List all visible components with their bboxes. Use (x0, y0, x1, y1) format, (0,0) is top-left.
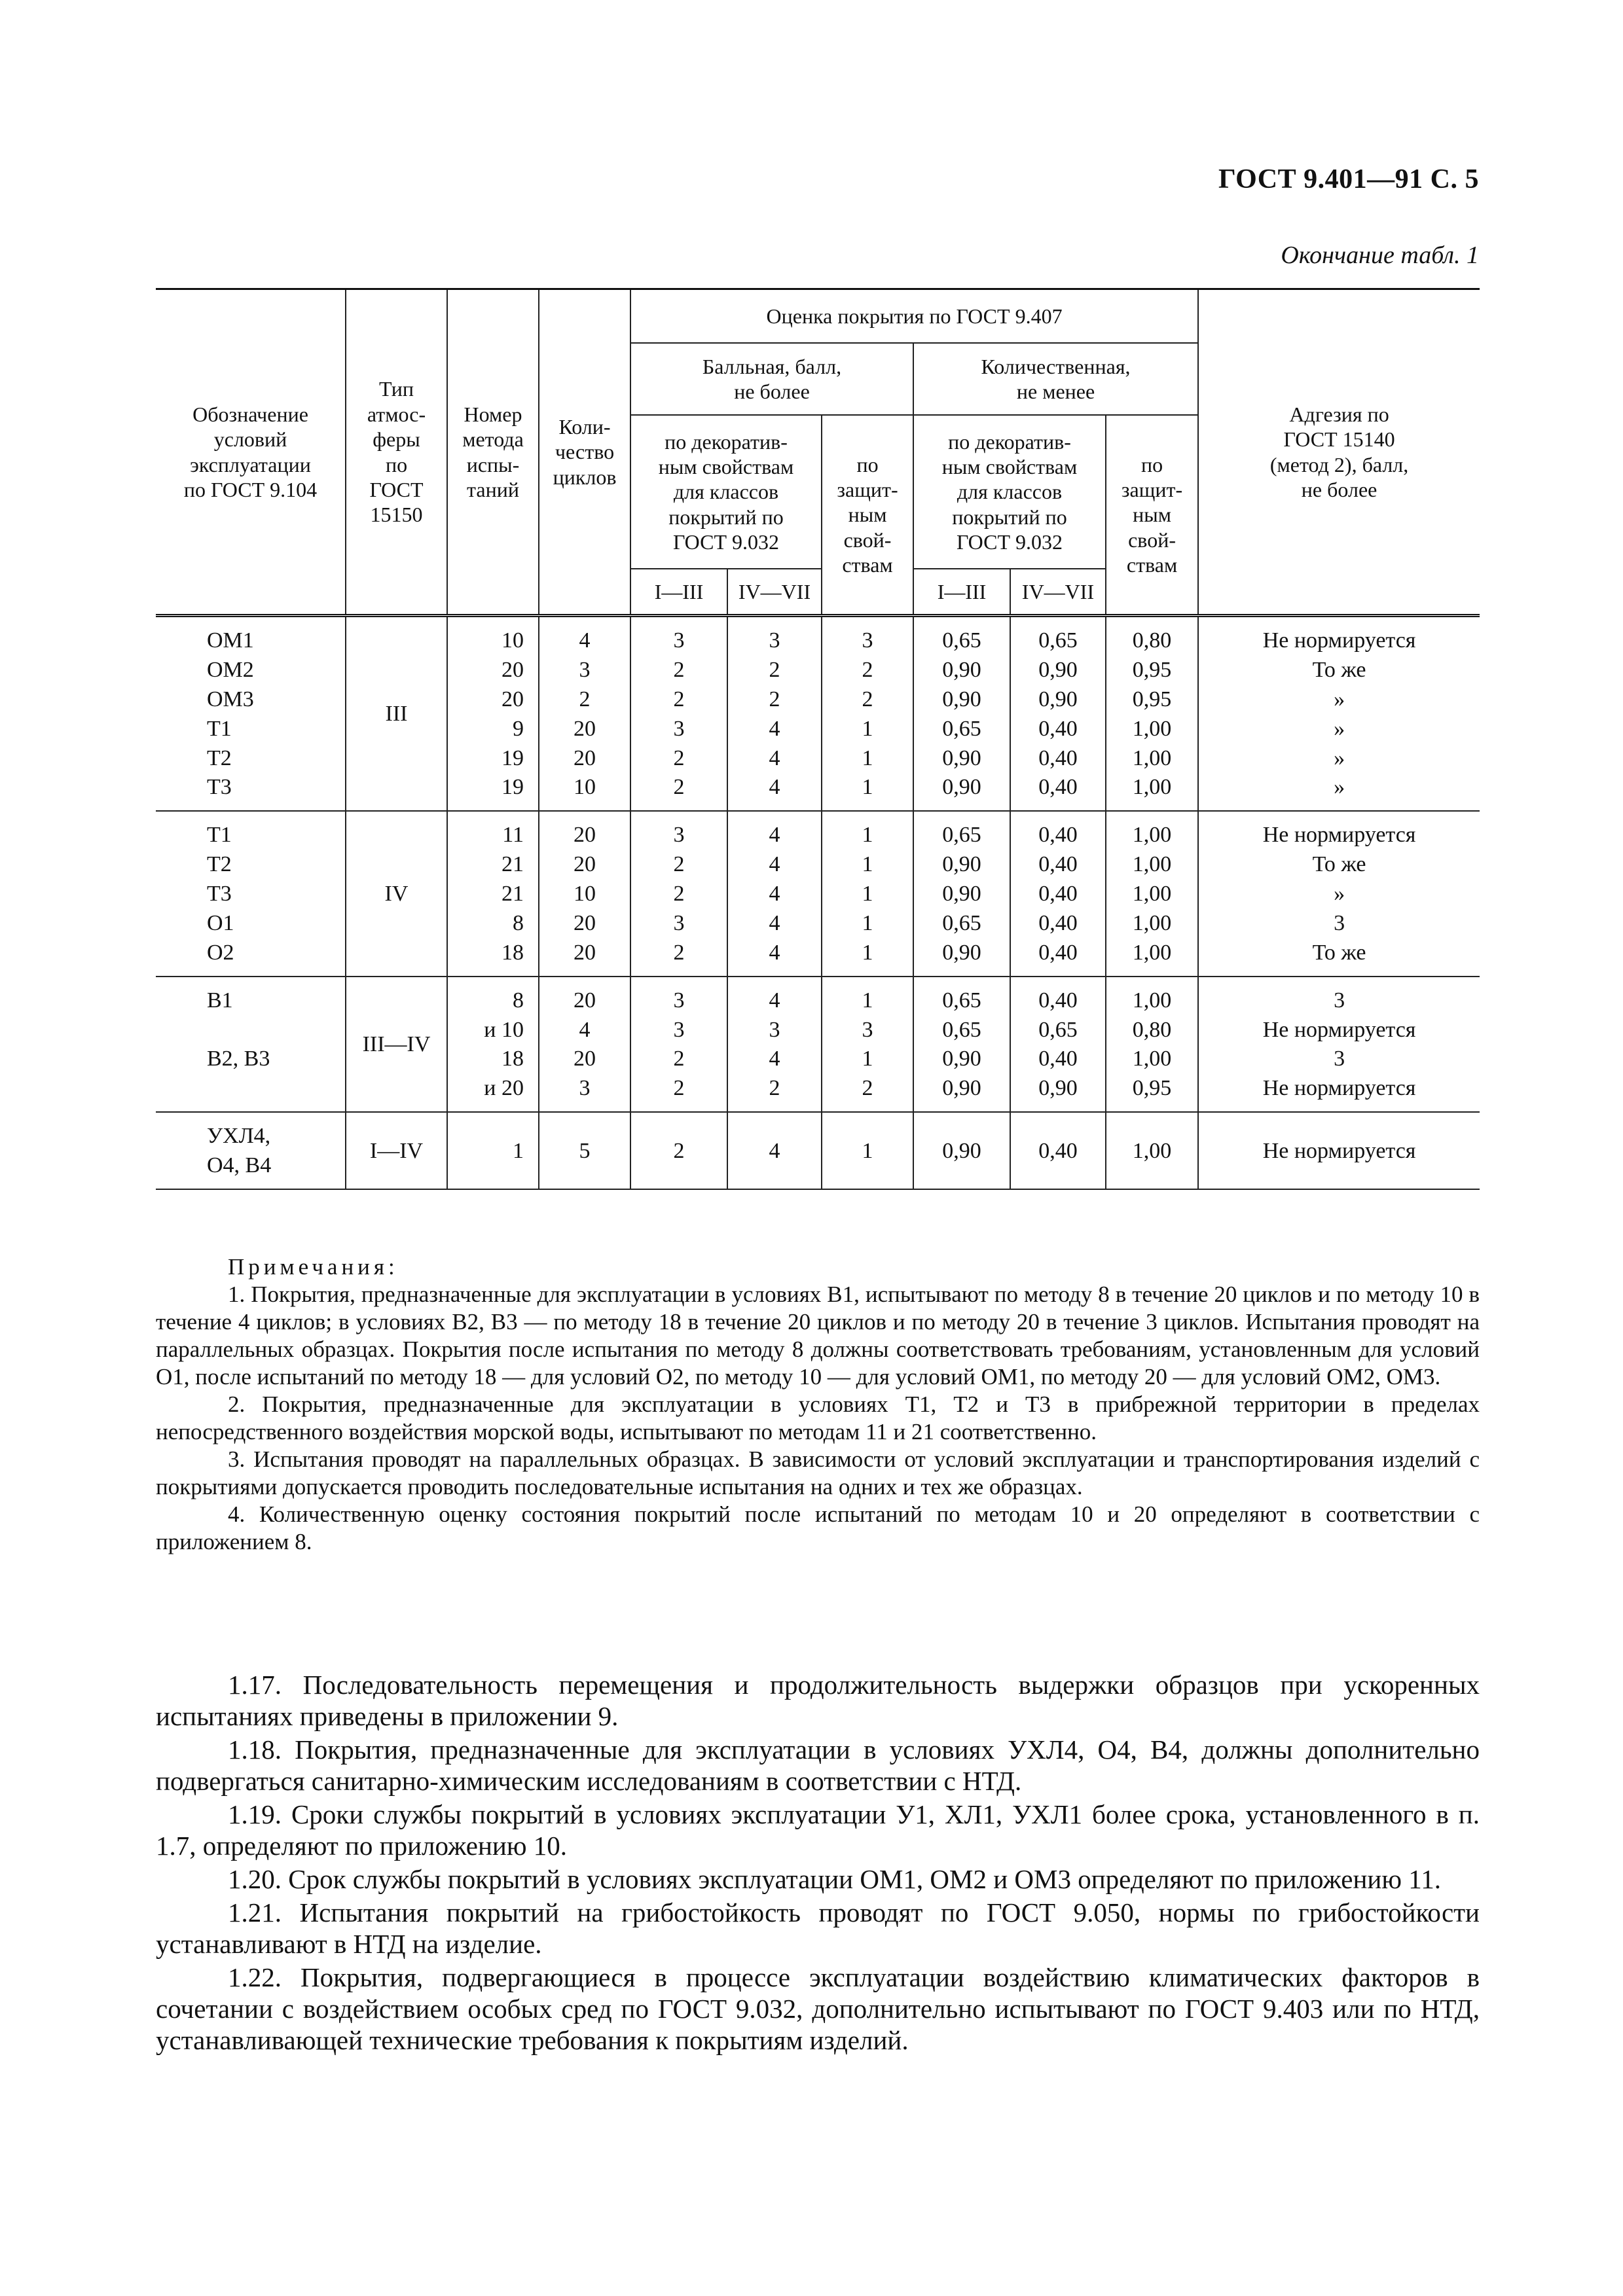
cell-line: 2 (673, 657, 685, 682)
cell-line: 1,00 (1132, 823, 1172, 848)
cell-line: 4 (769, 852, 780, 877)
cell-line: Не нормируется (1262, 628, 1416, 653)
score-dec-4-7-cell (727, 811, 822, 976)
cell-line: 3 (579, 657, 591, 682)
cell-line: Балльная, балл, (702, 354, 842, 378)
class-1-3-header: I—III (913, 569, 1010, 616)
cell-line: испы- (466, 452, 520, 476)
cell-line: 0,65 (942, 716, 981, 741)
cell-line: 2 (673, 687, 685, 711)
cell-line: 0,90 (942, 1047, 981, 1071)
cell-line: Т1 (207, 823, 232, 848)
cell-line: метода (462, 427, 524, 452)
cell-line: таний (467, 477, 519, 501)
cell-line: 15150 (370, 503, 423, 527)
cell-line: 20 (574, 852, 596, 877)
cycles-cell (539, 977, 630, 1113)
note-item: 4. Количественную оценку состояния покрытий после испытаний по методам 10 и 20 определяют в соответствии с приложением 8. (156, 1501, 1480, 1554)
cell-line: по (856, 452, 879, 476)
cell-line: 2 (673, 882, 685, 906)
col-quant-decorative-header (913, 415, 1106, 569)
cell-line: 0,65 (1038, 628, 1078, 653)
cell-line: 1,00 (1132, 716, 1172, 741)
cell-line: » (1334, 745, 1345, 770)
score-prot-cell (822, 616, 913, 812)
col-score-protective-header (822, 415, 913, 616)
col-quant-protective-header (1106, 415, 1198, 616)
table-notes (156, 1253, 1480, 1556)
cell-line: эксплуатации (190, 452, 311, 476)
cell-line: 4 (769, 823, 780, 848)
cell-line: 1,00 (1132, 1047, 1172, 1071)
adhesion-cell (1198, 811, 1480, 976)
cell-line: 18 (501, 1047, 524, 1071)
cell-line: » (1334, 882, 1345, 906)
atmosphere-cell: IV (346, 811, 447, 976)
cell-line: » (1334, 716, 1345, 741)
cell-line: не более (734, 380, 810, 403)
cell-line: 0,90 (942, 1076, 981, 1101)
cell-line: 2 (673, 1076, 685, 1101)
adhesion-cell (1198, 1112, 1480, 1189)
cell-line: 1,00 (1132, 882, 1172, 906)
cell-line: 4 (769, 988, 780, 1013)
cell-line: 20 (501, 687, 524, 711)
cell-line: 20 (574, 823, 596, 848)
cell-line: 1 (862, 940, 873, 965)
cell-line: покрытий по (952, 505, 1067, 529)
clause-1-21: 1.21. Испытания покрытий на грибостойкость проводят по ГОСТ 9.050, нормы по грибостойкости устанавливают в НТД на изделие. (156, 1897, 1480, 1959)
quant-dec-1-3-cell (913, 977, 1010, 1113)
cell-line: 4 (769, 1047, 780, 1071)
cell-line: защит- (1121, 477, 1183, 501)
score-dec-4-7-cell (727, 977, 822, 1113)
table-header (156, 289, 1480, 616)
table-group (156, 616, 1480, 812)
cell-line: 4 (769, 910, 780, 935)
cell-line: 19 (501, 745, 524, 770)
quant-dec-1-3-cell (913, 1112, 1010, 1189)
cell-line (207, 1016, 345, 1045)
cell-line: 2 (673, 775, 685, 800)
cell-line: покрытий по (668, 505, 784, 529)
cell-line: 21 (501, 882, 524, 906)
cell-line: по декоратив- (665, 429, 788, 454)
quant-prot-cell (1106, 811, 1198, 976)
cell-line: 3 (769, 1017, 780, 1042)
cell-line: Адгезия по (1289, 402, 1389, 426)
cell-line: 1,00 (1132, 940, 1172, 965)
cell-line: 4 (579, 1017, 591, 1042)
cell-line: » (1334, 687, 1345, 711)
cell-line: 1 (862, 1047, 873, 1071)
cell-line: Не нормируется (1262, 1076, 1416, 1101)
cell-line: Количественная, (981, 354, 1131, 378)
cell-line: 3 (1334, 1047, 1345, 1071)
score-dec-1-3-cell (630, 977, 727, 1113)
cell-line: 0,40 (1038, 823, 1078, 848)
cell-line: (метод 2), балл, (1269, 452, 1409, 476)
score-prot-cell (822, 977, 913, 1113)
cell-line: 3 (673, 1017, 685, 1042)
designation-cell (156, 1112, 346, 1189)
cell-line: 0,90 (1038, 687, 1078, 711)
atmosphere-cell: III (346, 616, 447, 812)
cell-line: Не нормируется (1262, 823, 1416, 848)
atmosphere-cell: I—IV (346, 1112, 447, 1189)
cell-line: ГОСТ (369, 477, 424, 501)
col-adhesion-header (1198, 289, 1480, 616)
cell-line: 3 (1334, 988, 1345, 1013)
cell-line: циклов (553, 465, 617, 489)
cell-line: по ГОСТ 9.104 (183, 477, 318, 501)
class-1-3-header: I—III (630, 569, 727, 616)
method-cell (447, 1112, 539, 1189)
cell-line: 10 (574, 882, 596, 906)
cell-line: 0,90 (942, 775, 981, 800)
cell-line: 8 (513, 910, 524, 935)
clauses (156, 1669, 1480, 2058)
cell-line: 8 (513, 988, 524, 1013)
cell-line: 0,40 (1038, 745, 1078, 770)
cell-line: 11 (502, 823, 524, 848)
table-group (156, 977, 1480, 1113)
quant-dec-4-7-cell (1010, 616, 1106, 812)
cell-line: 2 (769, 687, 780, 711)
cell-line: 0,90 (942, 940, 981, 965)
cell-line: чество (555, 440, 615, 464)
clause-1-22: 1.22. Покрытия, подвергающиеся в процессе эксплуатации воздействию климатических факторов в сочетании с воздействием особых сред по ГОСТ 9.032, дополнительно испытывают по ГОСТ 9.403 или по НТД, устанавливающей технические требования к покрытиям изделий. (156, 1962, 1480, 2055)
cell-line: 1 (862, 823, 873, 848)
cell-line: 3 (862, 1017, 873, 1042)
cell-line: 3 (673, 988, 685, 1013)
cell-line: 2 (769, 657, 780, 682)
score-dec-4-7-cell (727, 1112, 822, 1189)
cell-line: 10 (501, 628, 524, 653)
cell-line: по декоратив- (948, 429, 1071, 454)
clause-1-20: 1.20. Срок службы покрытий в условиях эксплуатации ОМ1, ОМ2 и ОМ3 определяют по приложению 11. (228, 1864, 1441, 1894)
cell-line: 0,90 (942, 745, 981, 770)
cell-line: ным (1133, 503, 1171, 527)
cell-line: атмос- (367, 402, 426, 426)
cell-line (207, 1074, 345, 1103)
cell-line: 1 (862, 852, 873, 877)
cell-line: 20 (574, 910, 596, 935)
cell-line: 1 (862, 910, 873, 935)
quant-dec-4-7-cell (1010, 1112, 1106, 1189)
cycles-cell (539, 1112, 630, 1189)
cell-line: Номер (464, 402, 522, 426)
cell-line: 0,65 (942, 823, 981, 848)
cell-line: 4 (769, 745, 780, 770)
cell-line: 1,00 (1132, 1138, 1172, 1163)
cell-line: 19 (501, 775, 524, 800)
adhesion-cell (1198, 977, 1480, 1113)
designation-cell (156, 977, 346, 1113)
cell-line: 1 (862, 716, 873, 741)
cell-line: Не нормируется (1262, 1138, 1416, 1163)
quant-dec-1-3-cell (913, 811, 1010, 976)
cell-line: Т1 (207, 716, 232, 741)
cell-line: Обозначение (192, 402, 308, 426)
cell-line: ным (848, 503, 887, 527)
cell-line: 0,90 (1038, 657, 1078, 682)
cell-line: 2 (769, 1076, 780, 1101)
cell-line: для классов (673, 480, 779, 504)
cell-line: 3 (769, 628, 780, 653)
col-quantitative-header (913, 343, 1198, 415)
col-designation-header (156, 289, 346, 616)
cell-line: 0,90 (942, 687, 981, 711)
cell-line: 0,65 (942, 988, 981, 1013)
cell-line: 2 (673, 1047, 685, 1071)
score-dec-4-7-cell (727, 616, 822, 812)
cell-line: по (385, 452, 408, 476)
cell-line: 1 (862, 775, 873, 800)
cell-line: 0,65 (942, 1017, 981, 1042)
cell-line: Т3 (207, 882, 232, 906)
notes-title: Примечания: (228, 1254, 399, 1280)
cell-line: 4 (769, 1138, 780, 1163)
cell-line: 0,40 (1038, 1047, 1078, 1071)
cell-line: 2 (673, 940, 685, 965)
cell-line: свой- (843, 528, 892, 552)
clause-1-19: 1.19. Сроки службы покрытий в условиях эксплуатации У1, ХЛ1, УХЛ1 более срока, установленного в п. 1.7, определяют по приложению 10. (156, 1799, 1480, 1861)
cell-line: 4 (769, 882, 780, 906)
cell-line: 0,40 (1038, 1138, 1078, 1163)
designation-cell (156, 616, 346, 812)
col-method-header (447, 289, 539, 616)
cell-line: 5 (579, 1138, 591, 1163)
cell-line: 20 (501, 657, 524, 682)
cell-line: 2 (862, 1076, 873, 1101)
cell-line: 1 (862, 1138, 873, 1163)
note-item: 1. Покрытия, предназначенные для эксплуатации в условиях В1, испытывают по методу 8 в течение 20 циклов и по методу 10 в течение 4 циклов; в условиях В2, В3 — по методу 18 в течение 20 циклов и по методу 20 в течение 3 циклов. Испытания проводят на параллельных образцах. Покрытия после испытания по методу 8 должны соответствовать требованиям, установленным для условий О1, после испытаний по методу 18 — для условий О2, по методу 10 — для условий ОМ1, по методу 20 — для условий ОМ2, ОМ3. (156, 1282, 1480, 1390)
cell-line: 0,90 (942, 657, 981, 682)
note-item: 3. Испытания проводят на параллельных образцах. В зависимости от условий эксплуатации и транспортирования изделий с покрытиями допускается проводить последовательные испытания на одних и тех же образцах. (156, 1446, 1480, 1499)
cell-line: 0,40 (1038, 852, 1078, 877)
cell-line: ГОСТ 9.032 (672, 530, 780, 554)
cell-line: 0,90 (942, 1138, 981, 1163)
designation-cell (156, 811, 346, 976)
cell-line: 1,00 (1132, 910, 1172, 935)
cell-line: » (1334, 775, 1345, 800)
cell-line: ГОСТ 9.032 (956, 530, 1063, 554)
cell-line: 2 (673, 852, 685, 877)
cell-line: защит- (837, 477, 898, 501)
cell-line: для классов (957, 480, 1063, 504)
adhesion-cell (1198, 616, 1480, 812)
score-prot-cell (822, 811, 913, 976)
cell-line: Т3 (207, 775, 232, 800)
cell-line: 9 (513, 716, 524, 741)
cell-line: 1,00 (1132, 775, 1172, 800)
cell-line: 0,40 (1038, 716, 1078, 741)
col-score-decorative-header (630, 415, 822, 569)
cell-line: 2 (862, 657, 873, 682)
cell-line: О2 (207, 940, 234, 965)
atmosphere-cell: III—IV (346, 977, 447, 1113)
cell-line: 20 (574, 1047, 596, 1071)
col-atmosphere-header (346, 289, 447, 616)
cell-line: 0,90 (942, 852, 981, 877)
cell-line: 2 (673, 1138, 685, 1163)
cell-line: 20 (574, 745, 596, 770)
cell-line: 1 (862, 745, 873, 770)
cell-line: 0,65 (942, 910, 981, 935)
test-conditions-table (156, 288, 1480, 1190)
cell-line: 0,80 (1132, 628, 1172, 653)
cell-line: ГОСТ 15140 (1283, 427, 1395, 452)
quant-dec-1-3-cell (913, 616, 1010, 812)
cell-line: То же (1312, 940, 1366, 965)
score-dec-1-3-cell (630, 1112, 727, 1189)
score-dec-1-3-cell (630, 616, 727, 812)
cell-line: 18 (501, 940, 524, 965)
cell-line: 0,95 (1132, 657, 1172, 682)
score-dec-1-3-cell (630, 811, 727, 976)
cell-line: 3 (673, 628, 685, 653)
cell-line: Т2 (207, 745, 232, 770)
cell-line: 1 (513, 1138, 524, 1163)
quant-dec-4-7-cell (1010, 811, 1106, 976)
cell-line: феры (373, 427, 420, 452)
cell-line: 0,90 (1038, 1076, 1078, 1101)
cell-line: То же (1312, 657, 1366, 682)
cell-line: 4 (769, 940, 780, 965)
quant-dec-4-7-cell (1010, 977, 1106, 1113)
score-prot-cell (822, 1112, 913, 1189)
cell-line: 2 (862, 687, 873, 711)
cell-line: 20 (574, 940, 596, 965)
method-cell (447, 977, 539, 1113)
cell-line: 4 (579, 628, 591, 653)
cell-line: О4, В4 (207, 1153, 272, 1177)
cell-line: не менее (1016, 380, 1095, 403)
col-cycles-header (539, 289, 630, 616)
cell-line: ным свойствам (941, 454, 1078, 478)
cell-line: 0,40 (1038, 988, 1078, 1013)
cell-line: 2 (579, 687, 591, 711)
cell-line: условий (213, 427, 287, 452)
cell-line: ствам (1126, 553, 1178, 577)
cell-line: и 10 (484, 1017, 524, 1042)
cell-line: 0,40 (1038, 940, 1078, 965)
cell-line: 4 (769, 716, 780, 741)
clause-1-18: 1.18. Покрытия, предназначенные для эксплуатации в условиях УХЛ4, О4, В4, должны дополнительно подвергаться санитарно-химическим исследованиям в соответствии с НТД. (156, 1734, 1480, 1796)
cell-line: не более (1301, 477, 1377, 501)
table-group (156, 1112, 1480, 1189)
cell-line: О1 (207, 910, 234, 935)
cell-line: 20 (574, 988, 596, 1013)
cell-line: 1 (862, 882, 873, 906)
quant-prot-cell (1106, 616, 1198, 812)
cell-line: 0,90 (942, 882, 981, 906)
cell-line: В1 (207, 988, 233, 1013)
cell-line: 1,00 (1132, 852, 1172, 877)
clause-1-17: 1.17. Последовательность перемещения и продолжительность выдержки образцов при ускоренных испытаниях приведены в приложении 9. (156, 1670, 1480, 1731)
col-score-header (630, 343, 913, 415)
cell-line: 0,65 (942, 628, 981, 653)
cell-line: Коли- (558, 414, 611, 439)
cell-line: 3 (579, 1076, 591, 1101)
cell-line: 3 (673, 716, 685, 741)
cycles-cell (539, 616, 630, 812)
cell-line: В2, В3 (207, 1047, 270, 1071)
table-caption: Окончание табл. 1 (1281, 242, 1479, 269)
cell-line: 0,80 (1132, 1017, 1172, 1042)
cell-line: 20 (574, 716, 596, 741)
cell-line: и 20 (484, 1076, 524, 1101)
cell-line: 0,40 (1038, 775, 1078, 800)
note-item: 2. Покрытия, предназначенные для эксплуатации в условиях Т1, Т2 и Т3 в прибрежной территории в пределах непосредственного воздействия морской воды, испытывают по методам 11 и 21 соответственно. (156, 1391, 1480, 1444)
cell-line: 3 (1334, 910, 1345, 935)
cell-line: Тип (379, 377, 414, 401)
cycles-cell (539, 811, 630, 976)
cell-line: 2 (673, 745, 685, 770)
cell-line: 0,95 (1132, 1076, 1172, 1101)
col-assessment-header: Оценка покрытия по ГОСТ 9.407 (630, 289, 1198, 344)
cell-line: 0,40 (1038, 910, 1078, 935)
cell-line: свой- (1128, 528, 1176, 552)
cell-line: 21 (501, 852, 524, 877)
cell-line: по (1140, 452, 1163, 476)
method-cell (447, 616, 539, 812)
cell-line: 0,40 (1038, 882, 1078, 906)
cell-line: УХЛ4, (207, 1124, 271, 1149)
cell-line: 0,95 (1132, 687, 1172, 711)
quant-prot-cell (1106, 977, 1198, 1113)
cell-line: ОМ2 (207, 657, 254, 682)
cell-line: ствам (842, 553, 893, 577)
cell-line: ОМ3 (207, 687, 254, 711)
cell-line: Не нормируется (1262, 1017, 1416, 1042)
cell-line: Т2 (207, 852, 232, 877)
cell-line: ным свойствам (658, 454, 794, 478)
method-cell (447, 811, 539, 976)
page-header: ГОСТ 9.401—91 С. 5 (1218, 164, 1479, 194)
cell-line: То же (1312, 852, 1366, 877)
table-group (156, 811, 1480, 976)
class-4-7-header: IV—VII (1010, 569, 1106, 616)
cell-line: 3 (673, 910, 685, 935)
cell-line: ОМ1 (207, 628, 254, 653)
cell-line: 4 (769, 775, 780, 800)
cell-line: 1 (862, 988, 873, 1013)
quant-prot-cell (1106, 1112, 1198, 1189)
cell-line: 10 (574, 775, 596, 800)
cell-line: 3 (673, 823, 685, 848)
cell-line: 1,00 (1132, 745, 1172, 770)
cell-line: 1,00 (1132, 988, 1172, 1013)
cell-line: 0,65 (1038, 1017, 1078, 1042)
cell-line: 3 (862, 628, 873, 653)
class-4-7-header: IV—VII (727, 569, 822, 616)
